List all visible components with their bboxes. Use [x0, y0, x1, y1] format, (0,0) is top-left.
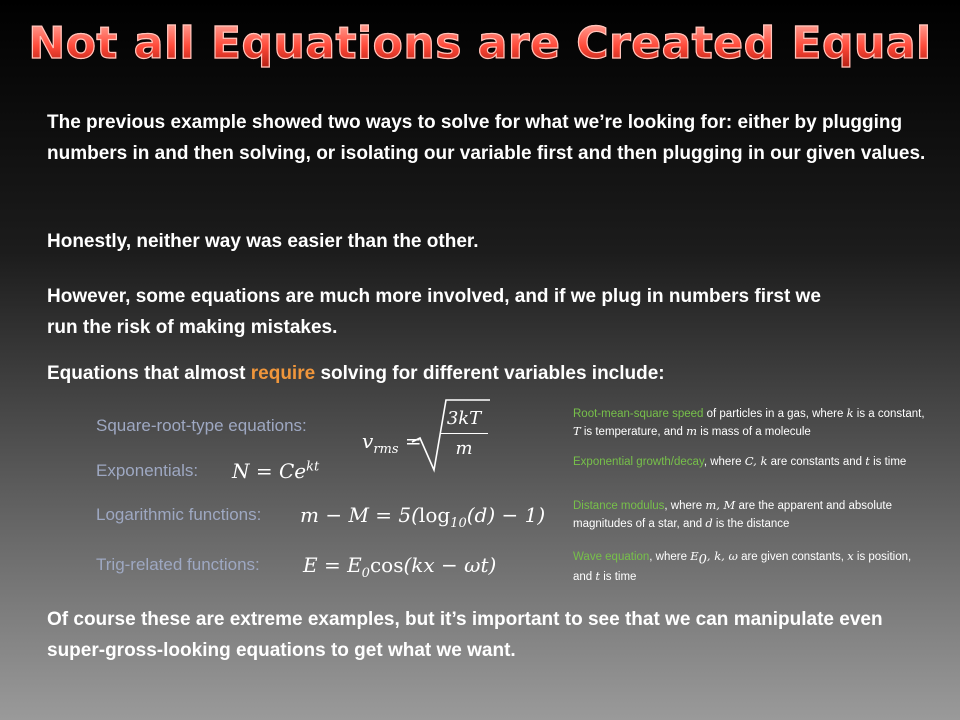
wave-note-var-x: x — [847, 549, 854, 563]
distance-note-text: are the apparent and absolute magnitudes of a star, and — [573, 500, 892, 530]
logarithmic-label: Logarithmic functions: — [96, 505, 262, 524]
equations-intro-paragraph — [47, 358, 927, 389]
rms-note-text: is mass of a molecule — [697, 426, 811, 438]
trig-label: Trig-related functions: — [96, 555, 260, 574]
wave-note — [573, 548, 933, 586]
exponential-note-var-t: t — [865, 454, 870, 468]
rms-note-text: is temperature, and — [580, 426, 687, 438]
conclusion-paragraph: Of course these are extreme examples, but it’s important to see that we can manipulate even super-gross-looking equations to get what we want. — [47, 609, 883, 661]
distance-note-title: Distance modulus — [573, 500, 665, 512]
rms-note-var-m: m — [686, 424, 698, 438]
wave-note-text: , where — [649, 551, 691, 563]
wave-expr-end: (kx − ωt) — [403, 553, 497, 577]
exponential-equation — [232, 459, 319, 483]
wave-expr-start: E = E — [303, 553, 362, 577]
sqrt-equation-label: Square-root-type equations: — [96, 416, 307, 435]
exponential-note-text: , where — [703, 456, 745, 468]
wave-note-vars: , k, ω — [706, 549, 738, 563]
rms-denominator: m — [455, 438, 473, 459]
wave-note-text: is time — [600, 571, 637, 584]
log-base: 10 — [450, 516, 467, 531]
log-expr-end: (d) − 1) — [466, 503, 546, 527]
however-paragraph: However, some equations are much more involved, and if we plug in numbers first we run the risk of making mistakes. — [47, 286, 821, 338]
rms-note-text: is a constant, — [853, 408, 925, 420]
log-expr-start: m − M = 5( — [300, 503, 419, 527]
cos-function: cos — [369, 553, 404, 577]
slide-title: Not all Equations are Created Equal — [0, 18, 960, 69]
wave-note-text: are given constants, — [737, 551, 848, 563]
wave-note-title: Wave equation — [573, 551, 650, 563]
rms-v: v — [362, 429, 374, 453]
wave-note-subscript: 0 — [698, 552, 707, 568]
rms-fraction — [440, 408, 488, 459]
distance-note-text: , where — [664, 500, 706, 512]
distance-note-vars: m, M — [705, 498, 736, 512]
wave-note-var-e: E — [690, 549, 699, 563]
rms-note-text: of particles in a gas, where — [703, 408, 847, 420]
wave-note-text: is position, and — [573, 551, 912, 584]
distance-note-var-d: d — [705, 516, 713, 530]
rms-note-var-k: k — [846, 406, 854, 420]
intro-paragraph: The previous example showed two ways to solve for what we’re looking for: either by plugging numbers in and then solving, or isolating our variable first and then plugging in our given values. — [47, 112, 926, 164]
rms-note — [573, 405, 933, 441]
rms-note-title: Root-mean-square speed — [573, 408, 704, 420]
equations-intro-text-1: Equations that almost — [47, 363, 251, 384]
fraction-bar — [440, 433, 488, 434]
wave-subscript: 0 — [361, 566, 370, 581]
exponential-note-vars: C, k — [744, 454, 768, 468]
wave-equation — [303, 553, 496, 581]
rms-subscript: rms — [373, 442, 399, 457]
exponential-note-text: are constants and — [767, 456, 866, 468]
exponential-label: Exponentials: — [96, 461, 199, 480]
wave-note-var-t: t — [595, 569, 601, 584]
log-function: log — [418, 503, 451, 527]
rms-note-var-t: T — [573, 424, 581, 438]
exponential-note-title: Exponential growth/decay — [573, 456, 704, 468]
require-highlight: require — [250, 363, 316, 384]
distance-modulus-note — [573, 497, 933, 533]
exponential-note-text: is time — [869, 456, 907, 468]
rms-equals: = — [404, 429, 422, 453]
rms-numerator: 3kT — [446, 408, 482, 429]
exponential-power: kt — [306, 459, 320, 475]
exponential-base: N = Ce — [232, 459, 307, 483]
honesty-paragraph: Honestly, neither way was easier than the other. — [47, 231, 479, 252]
exponential-note — [573, 453, 933, 471]
distance-modulus-equation — [300, 503, 545, 531]
distance-note-text: is the distance — [712, 518, 790, 530]
equations-intro-text-2: solving for different variables include: — [315, 363, 665, 384]
